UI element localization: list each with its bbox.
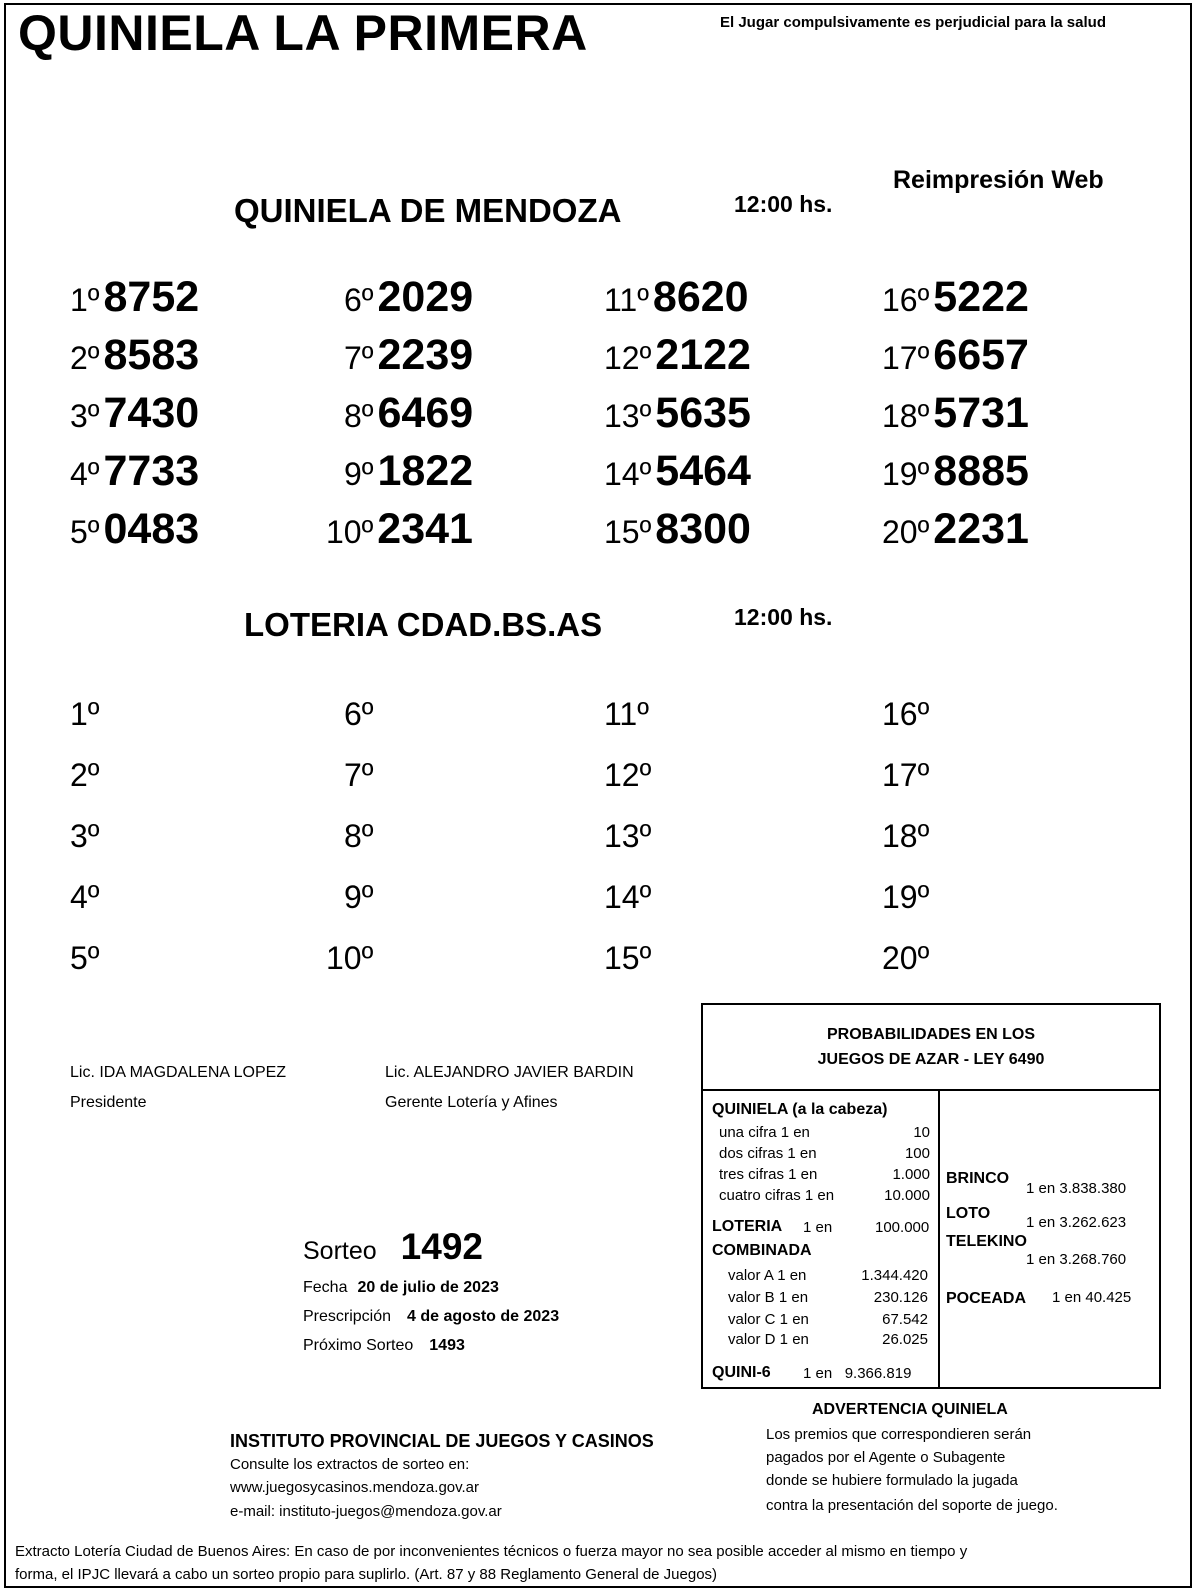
- result-position: 19º: [882, 879, 930, 915]
- loteria-prob-value: 100.000: [875, 1219, 930, 1236]
- result-position: 15º: [604, 940, 652, 976]
- prob-label: dos cifras 1 en: [719, 1145, 817, 1162]
- result-position: 2º: [70, 757, 100, 793]
- fecha-row: Fecha 20 de julio de 2023: [303, 1279, 499, 1296]
- result-position: 20º: [882, 940, 930, 976]
- telekino-prob-value: 1 en 3.268.760: [1026, 1251, 1127, 1268]
- result-item: 18º5731: [882, 389, 1029, 437]
- prob-label: valor D 1 en: [728, 1331, 809, 1348]
- telekino-prob-label: TELEKINO: [946, 1233, 1027, 1250]
- health-warning: El Jugar compulsivamente es perjudicial para la salud: [720, 14, 1106, 31]
- result-item: 12º2122: [604, 331, 751, 379]
- sorteo-number: 1492: [400, 1226, 483, 1267]
- sorteo-heading: [303, 1226, 483, 1268]
- loto-prob-value: 1 en 3.262.623: [1026, 1214, 1127, 1231]
- prob-value: 10.000: [884, 1187, 930, 1204]
- result-position: 13º: [604, 818, 652, 854]
- prob-value: 100: [904, 1145, 930, 1162]
- prob-label: una cifra 1 en: [719, 1124, 810, 1141]
- prob-value: 230.126: [873, 1289, 928, 1306]
- result-item: 19º8885: [882, 447, 1029, 495]
- result-item: 1º8752: [70, 273, 200, 321]
- signature-name: Lic. ALEJANDRO JAVIER BARDIN: [385, 1064, 634, 1081]
- result-position: 1º: [70, 696, 100, 732]
- prob-value: 1.000: [892, 1166, 930, 1183]
- prescripcion-value: 4 de agosto de 2023: [407, 1308, 560, 1325]
- prob-value: 26.025: [882, 1331, 928, 1348]
- advertencia-line: Los premios que correspondieren serán: [766, 1426, 1032, 1443]
- result-item: 5º0483: [70, 505, 200, 553]
- signature-name: Lic. IDA MAGDALENA LOPEZ: [70, 1064, 287, 1081]
- instituto-website-link[interactable]: www.juegosycasinos.mendoza.gov.ar: [230, 1479, 480, 1496]
- quiniela-prob-title: QUINIELA (a la cabeza): [712, 1101, 888, 1118]
- loto-prob-label: LOTO: [946, 1205, 991, 1222]
- prob-value: 10: [913, 1124, 930, 1141]
- loteria-prob-en: 1 en: [803, 1219, 833, 1236]
- poceada-prob-label: POCEADA: [946, 1290, 1027, 1307]
- result-item: 9º1822: [344, 447, 474, 495]
- result-item: 6º2029: [344, 273, 474, 321]
- proximo-sorteo-value: 1493: [429, 1337, 465, 1354]
- result-item: 10º2341: [326, 505, 473, 553]
- footer-line2: forma, el IPJC llevará a cabo un sorteo propio para suplirlo. (Art. 87 y 88 Reglamento General de Juegos): [15, 1566, 718, 1583]
- brinco-prob-label: BRINCO: [946, 1170, 1010, 1187]
- result-item: 3º7430: [70, 389, 200, 437]
- sorteo-label: Sorteo: [303, 1237, 377, 1265]
- result-position: 3º: [70, 818, 100, 854]
- advertencia-line: donde se hubiere formulado la jugada: [766, 1472, 1018, 1489]
- result-item: 8º6469: [344, 389, 474, 437]
- probabilidades-title-line1: PROBABILIDADES EN LOS: [826, 1026, 1035, 1043]
- result-position: 17º: [882, 757, 930, 793]
- advertencia-line: pagados por el Agente o Subagente: [766, 1449, 1006, 1466]
- result-item: 7º2239: [344, 331, 474, 379]
- loteria-section-time: 12:00 hs.: [734, 604, 833, 630]
- result-item: 17º6657: [882, 331, 1029, 379]
- fecha-value: 20 de julio de 2023: [357, 1279, 499, 1296]
- advertencia-line: contra la presentación del soporte de juego.: [766, 1497, 1058, 1514]
- prob-value: 67.542: [882, 1311, 928, 1328]
- signature-role: Gerente Lotería y Afines: [385, 1094, 558, 1111]
- prob-label: tres cifras 1 en: [719, 1166, 818, 1183]
- result-item: 4º7733: [70, 447, 200, 495]
- result-position: 12º: [604, 757, 652, 793]
- result-position: 14º: [604, 879, 652, 915]
- probabilidades-title-line2: JUEGOS DE AZAR - LEY 6490: [817, 1051, 1045, 1068]
- result-position: 6º: [344, 696, 374, 732]
- result-position: 9º: [344, 879, 374, 915]
- signature-role: Presidente: [70, 1094, 147, 1111]
- result-position: 4º: [70, 879, 100, 915]
- loteria-section-title: LOTERIA CDAD.BS.AS: [244, 606, 603, 643]
- result-position: 11º: [604, 696, 649, 732]
- result-position: 10º: [326, 940, 374, 976]
- mendoza-section-time: 12:00 hs.: [734, 191, 833, 217]
- result-position: 18º: [882, 818, 930, 854]
- result-item: 16º5222: [882, 273, 1029, 321]
- loteria-prob-label: LOTERIA: [712, 1218, 783, 1235]
- result-position: 16º: [882, 696, 930, 732]
- poceada-prob-value: 1 en 40.425: [1052, 1289, 1132, 1306]
- proximo-sorteo-row: Próximo Sorteo 1493: [303, 1337, 465, 1354]
- document-title: QUINIELA LA PRIMERA: [18, 5, 588, 61]
- footer-line1: Extracto Lotería Ciudad de Buenos Aires: En caso de por inconvenientes técnicos o fuerza mayor no sea posible acceder al mismo en tiempo y: [15, 1543, 968, 1560]
- result-item: 11º8620: [604, 273, 749, 321]
- prob-value: 1.344.420: [861, 1267, 928, 1284]
- instituto-line: Consulte los extractos de sorteo en:: [230, 1456, 470, 1473]
- result-position: 7º: [344, 757, 374, 793]
- prob-label: valor B 1 en: [728, 1289, 809, 1306]
- result-item: 15º8300: [604, 505, 751, 553]
- advertencia-title: ADVERTENCIA QUINIELA: [812, 1401, 1008, 1418]
- reprint-label: Reimpresión Web: [893, 166, 1104, 194]
- quini6-prob-label: QUINI-6: [712, 1364, 771, 1381]
- result-position: 5º: [70, 940, 100, 976]
- instituto-email-link[interactable]: e-mail: instituto-juegos@mendoza.gov.ar: [230, 1503, 502, 1520]
- brinco-prob-value: 1 en 3.838.380: [1026, 1180, 1127, 1197]
- result-item: 20º2231: [882, 505, 1029, 553]
- prob-label: cuatro cifras 1 en: [719, 1187, 835, 1204]
- divider: [938, 1091, 940, 1388]
- combinada-prob-title: COMBINADA: [712, 1242, 812, 1259]
- result-item: 13º5635: [604, 389, 751, 437]
- mendoza-section-title: QUINIELA DE MENDOZA: [234, 192, 622, 229]
- result-position: 8º: [344, 818, 374, 854]
- prescripcion-row: Prescripción 4 de agosto de 2023: [303, 1308, 560, 1325]
- divider: [701, 1089, 1161, 1091]
- prob-label: valor A 1 en: [728, 1267, 807, 1284]
- quini6-prob-value: 1 en 9.366.819: [803, 1365, 912, 1382]
- prob-label: valor C 1 en: [728, 1311, 809, 1328]
- result-item: 14º5464: [604, 447, 751, 495]
- result-item: 2º8583: [70, 331, 200, 379]
- instituto-title: INSTITUTO PROVINCIAL DE JUEGOS Y CASINOS: [230, 1431, 654, 1451]
